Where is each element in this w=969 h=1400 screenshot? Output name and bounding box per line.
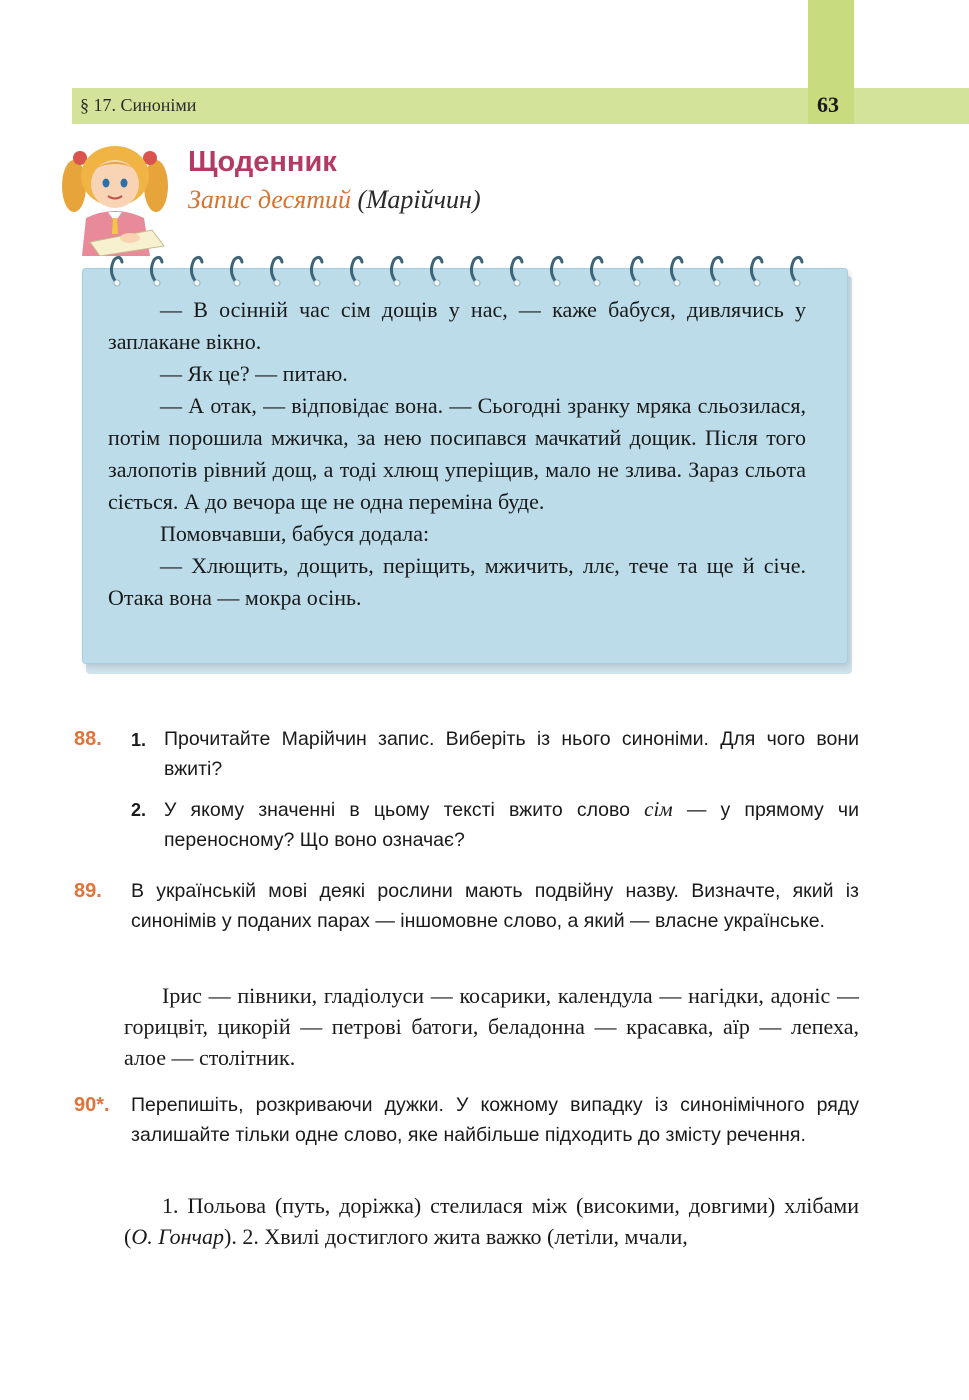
exercise-88-item-2-text [164,794,859,855]
entry-owner: (Марійчин) [357,185,481,214]
exercise-90-text [124,1190,859,1252]
exercise-89-number: 89. [74,880,102,902]
exercise-90-text-start: 1. Польова (путь, доріжка) стелилася між (високими, довгими) хлібами ( [124,1193,859,1249]
diary-paragraph: Помовчавши, бабуся додала: [160,521,430,546]
diary-paragraph: — В осінній час сім дощів у нас, — каже бабуся, дивлячись у заплакане вікно. [108,297,806,354]
exercise-88-item-2-word: сім [644,797,673,821]
girl-reading-illustration [60,138,170,256]
exercise-88-item-1-text: Прочитайте Марійчин запис. Виберіть із нього синоніми. Для чого вони вжиті? [164,728,859,780]
entry-label: Запис десятий [188,185,351,214]
exercise-88-item-2-lead: У якому значенні в цьому тексті вжито слово [164,799,645,821]
section-title: § 17. Синоніми [80,95,197,115]
diary-title: Щоденник [188,146,337,178]
exercise-90-number: 90*. [74,1094,110,1116]
diary-paragraph: — Як це? — питаю. [160,361,348,386]
exercise-88-number: 88. [74,728,102,750]
exercise-90-task: Перепишіть, розкриваючи дужки. У кожному випадку із синонімічного ряду залишайте тільки одне слово, яке найбільше підходить до змісту речення. [131,1094,859,1146]
exercise-88-item-1-number: 1. [131,730,147,750]
exercise-90-text-end: ). 2. Хвилі достиглого жита важко (летіли, мчали, [224,1224,688,1249]
exercise-90-author: О. Гончар [131,1224,225,1249]
exercise-89-task: В українській мові деякі рослини мають подвійну назву. Визначте, який із синонімів у поданих парах — іншомовне слово, а який — власне українське. [131,880,859,932]
exercise-89-text: Ірис — півники, гладіолуси — косарики, календула — нагідки, адоніс — горицвіт, цикорій — петрові батоги, беладонна — красавка, аїр — лепеха, алое — столітник. [124,983,859,1070]
page-number: 63 [817,92,839,117]
diary-text [108,294,806,614]
notebook-spiral-rings [104,254,824,288]
exercise-88-item-2-tail: — у прямому чи переносному? Що воно означає? [164,799,859,851]
diary-paragraph: — А отак, — відповідає вона. — Сьогодні зранку мряка сльозилася, потім порошила мжичка, за нею посипався мачкатий дощик. Після того залопотів рівний дощ, а тоді хлющ уперіщив, мало не злива. Зараз сльота сіється. А до вечора ще не одна переміна буде. [108,393,806,514]
diary-subtitle [188,185,481,215]
diary-paragraph: — Хлющить, дощить, періщить, мжичить, ллє, тече та ще й січе. Отака вона — мокра осінь. [108,553,806,610]
exercise-88-item-2-number: 2. [131,800,147,820]
